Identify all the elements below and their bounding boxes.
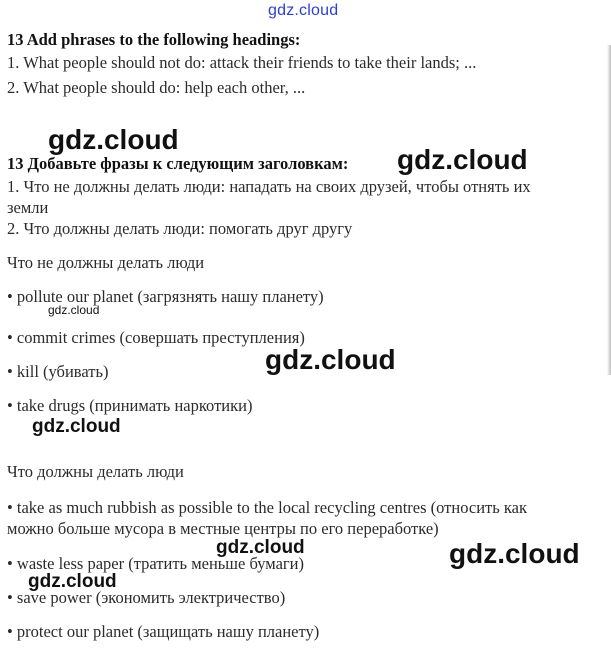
list-item: • take as much rubbish as possible to the local recycling centres (относить как (7, 498, 527, 517)
watermark: gdz.cloud (48, 303, 100, 317)
watermark: gdz.cloud (28, 571, 117, 592)
list-item: • take drugs (принимать наркотики) (7, 396, 253, 415)
list-item: • save power (экономить электричество) (7, 588, 286, 607)
list-item: • pollute our planet (загрязнять нашу планету) (7, 287, 324, 306)
russian-item-1-line-2: земли (7, 198, 49, 217)
list-item: • waste less paper (тратить меньше бумаги) (7, 554, 305, 573)
watermark: gdz.cloud (265, 344, 396, 375)
watermark: gdz.cloud (397, 144, 528, 175)
watermark: gdz.cloud (449, 538, 580, 569)
should-not-title: Что не должны делать люди (7, 253, 205, 272)
english-item-2: 2. What people should do: help each other, ... (7, 78, 306, 97)
list-item: • protect our planet (защищать нашу планету) (7, 622, 320, 641)
list-item: • kill (убивать) (7, 362, 109, 381)
russian-heading: 13 Добавьте фразы к следующим заголовкам: (7, 154, 349, 173)
watermark: gdz.cloud (216, 537, 305, 558)
english-heading: 13 Add phrases to the following headings: (7, 30, 301, 49)
list-item: • commit crimes (совершать преступления) (7, 328, 305, 347)
should-title: Что должны делать люди (7, 462, 184, 481)
watermark-top: gdz.cloud (268, 2, 339, 19)
page-edge-shadow (607, 45, 611, 375)
english-item-1: 1. What people should not do: attack their friends to take their lands; ... (7, 53, 477, 72)
watermark: gdz.cloud (48, 124, 179, 155)
russian-item-2: 2. Что должны делать люди: помогать друг другу (7, 219, 353, 238)
russian-item-1-line-1: 1. Что не должны делать люди: нападать на своих друзей, чтобы отнять их (7, 177, 531, 196)
watermark: gdz.cloud (32, 416, 121, 437)
list-item-continuation: можно больше мусора в местные центры по его переработке) (7, 519, 439, 538)
